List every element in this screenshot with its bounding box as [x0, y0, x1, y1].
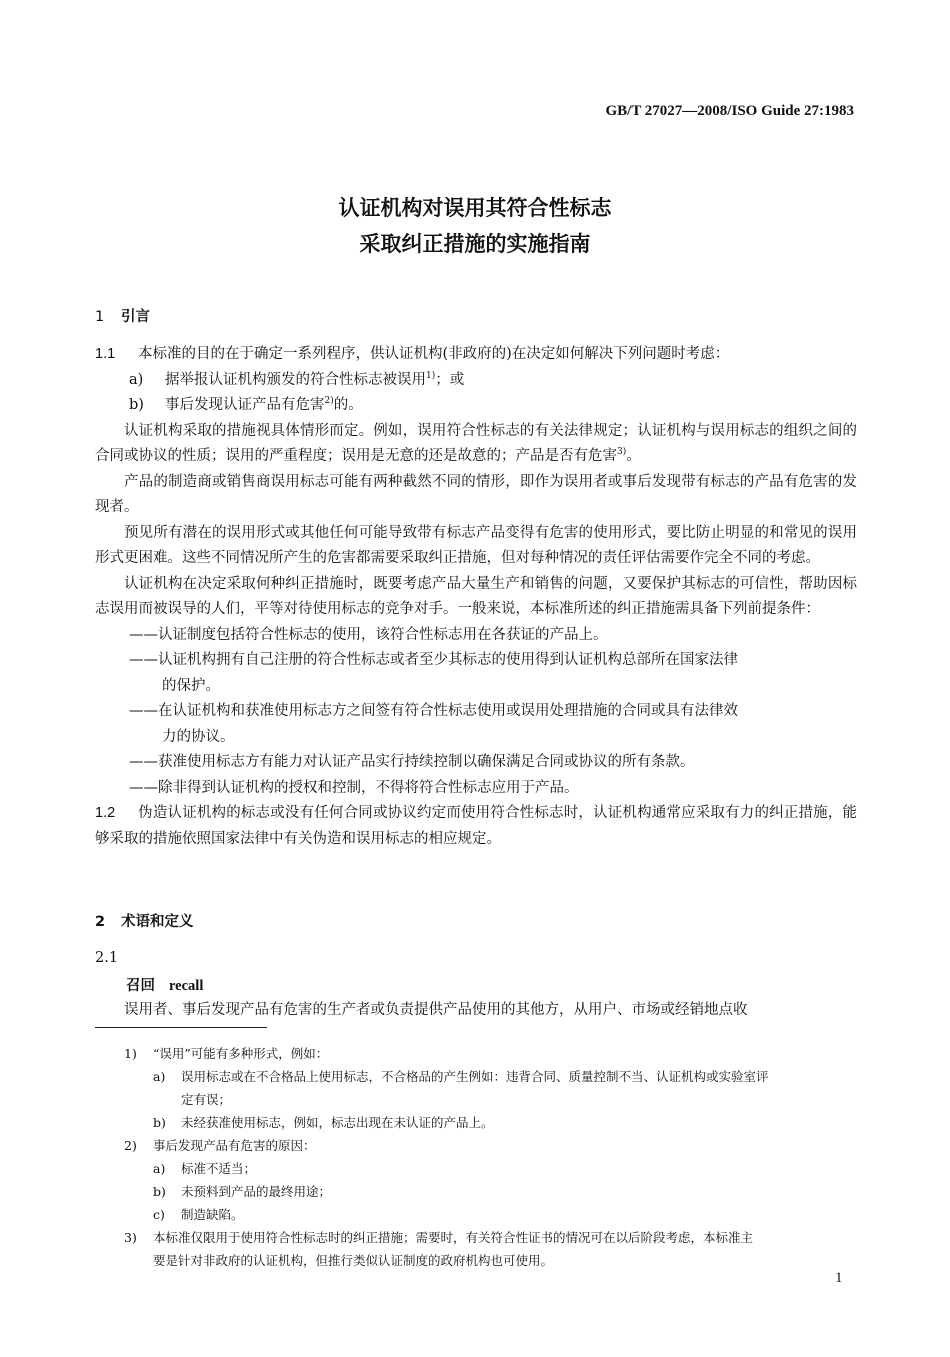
footnotes — [124, 1042, 860, 1272]
item-b-tail: 的。 — [333, 397, 363, 413]
footnote-1-a-text: 误用标志或在不合格品上使用标志，不合格品的产生例如：违背合同、质量控制不当、认证机构或实验室评 — [181, 1069, 769, 1084]
clause-1-1 — [95, 342, 857, 852]
list-item-a — [95, 368, 857, 394]
dash-item-5: ——除非得到认证机构的授权和控制，不得将符合性标志应用于产品。 — [129, 779, 579, 796]
footnote-1-a-label: a) — [153, 1069, 166, 1084]
footnote-1-a — [124, 1065, 860, 1088]
dash-item-3: ——在认证机构和获准使用标志方之间签有符合性标志使用或误用处理措施的合同或具有法律效 — [129, 703, 738, 719]
item-a-tail: ；或 — [435, 371, 465, 388]
dash-item-2: ——认证机构拥有自己注册的符合性标志或者至少其标志的使用得到认证机构总部所在国家法律 — [129, 652, 738, 668]
clause-1-1-number: 1.1 — [95, 346, 116, 362]
footnote-3-continued: 要是针对非政府的认证机构，但推行类似认证制度的政府机构也可使用。 — [153, 1253, 554, 1268]
clause-1-2 — [95, 801, 857, 852]
section-1-number: 1 — [95, 309, 105, 325]
item-a-label: a) — [129, 371, 144, 388]
footnote-2 — [124, 1134, 860, 1157]
footnote-1-b-label: b) — [153, 1115, 166, 1130]
item-b-text: 事后发现认证产品有危害 — [165, 397, 325, 413]
standard-code-header: GB/T 27027—2008/ISO Guide 27:1983 — [605, 103, 854, 119]
footnote-separator — [95, 1027, 267, 1028]
footnote-2-a — [124, 1157, 860, 1180]
clause-1-2-text: 伪造认证机构的标志或没有任何合同或协议约定而使用符合性标志时，认证机构通常应采取有力的纠正措施，能够采取的措施依照国家法律中有关伪造和误用标志的相应规定。 — [95, 805, 857, 847]
footnote-2-b-text: 未预料到产品的最终用途； — [181, 1184, 332, 1199]
footnote-3-number: 3) — [124, 1230, 137, 1245]
paragraph-1-tail: 。 — [626, 448, 641, 464]
section-1-title: 引言 — [121, 309, 150, 325]
dash-item-4: ——获准使用标志方有能力对认证产品实行持续控制以确保满足合同或协议的所有条款。 — [129, 754, 695, 770]
footnote-2-a-text: 标准不适当； — [181, 1161, 257, 1176]
dash-item-1: ——认证制度包括符合性标志的使用，该符合性标志用在各获证的产品上。 — [129, 626, 608, 643]
section-2-number: 2 — [95, 914, 106, 930]
paragraph-1 — [95, 419, 857, 470]
footnote-1-number: 1) — [124, 1046, 137, 1061]
dash-item-2-continued: 的保护。 — [162, 677, 220, 694]
term-chinese: 召回 — [126, 977, 155, 994]
clause-1-2-number: 1.2 — [95, 805, 116, 821]
paragraph-1-text: 认证机构采取的措施视具体情形而定。例如，误用符合性标志的有关法律规定；认证机构与误用标志的组织之间的合同或协议的性质；误用的严重程度；误用是无意的还是故意的；产品是否有危害 — [95, 422, 857, 464]
footnote-1-b — [124, 1111, 860, 1134]
term-definition: 误用者、事后发现产品有危害的生产者或负责提供产品使用的其他方，从用户、市场或经销地点收 — [124, 1002, 748, 1018]
page-number: 1 — [835, 1270, 843, 1286]
footnote-3-text: 本标准仅限用于使用符合性标志时的纠正措施；需要时，有关符合性证书的情况可在以后阶段考虑，本标准主 — [153, 1230, 754, 1245]
section-2-title: 术语和定义 — [121, 914, 194, 930]
footnote-2-b-label: b) — [153, 1184, 166, 1199]
term-recall — [126, 974, 203, 995]
list-item-b — [95, 393, 857, 419]
item-b-label: b) — [129, 397, 144, 413]
footnote-2-c-text: 制造缺陷。 — [181, 1207, 244, 1222]
footnote-ref-2: 2) — [324, 396, 334, 407]
section-1-heading — [95, 305, 150, 326]
footnote-2-a-label: a) — [153, 1161, 166, 1176]
footnote-2-b — [124, 1180, 860, 1203]
paragraph-4: 认证机构在决定采取何种纠正措施时，既要考虑产品大量生产和销售的问题，又要保护其标志的可信性，帮助因标志误用而被误导的人们，平等对待使用标志的竞争对手。一般来说，本标准所述的纠正措施需具备下列前提条件： — [95, 575, 857, 617]
footnote-2-c — [124, 1203, 860, 1226]
document-title — [0, 190, 950, 262]
footnote-ref-3: 3) — [617, 447, 627, 458]
footnote-1-a-continued: 定有误； — [181, 1092, 232, 1107]
term-english: recall — [169, 978, 204, 994]
footnote-1-b-text: 未经获准使用标志，例如，标志出现在未认证的产品上。 — [181, 1115, 494, 1130]
title-line-2: 采取纠正措施的实施指南 — [359, 232, 591, 256]
footnote-3 — [124, 1226, 860, 1249]
footnote-2-text: 事后发现产品有危害的原因： — [153, 1138, 316, 1153]
paragraph-2: 产品的制造商或销售商误用标志可能有两种截然不同的情形，即作为误用者或事后发现带有标志的产品有危害的发现者。 — [95, 473, 857, 515]
footnote-1 — [124, 1042, 860, 1065]
footnote-ref-1: 1) — [426, 370, 436, 381]
item-a-text: 据举报认证机构颁发的符合性标志被误用 — [165, 371, 426, 388]
clause-1-1-intro — [95, 342, 857, 368]
clause-1-1-text: 本标准的目的在于确定一系列程序，供认证机构(非政府的)在决定如何解决下列问题时考虑： — [138, 346, 730, 362]
clause-2-1-number: 2.1 — [95, 950, 119, 966]
section-2-heading — [95, 910, 194, 931]
title-line-1: 认证机构对误用其符合性标志 — [338, 196, 612, 220]
paragraph-3: 预见所有潜在的误用形式或其他任何可能导致带有标志产品变得有危害的使用形式，要比防止明显的和常见的误用形式更困难。这些不同情况所产生的危害都需要采取纠正措施，但对每种情况的责任评估需要作完全不同的考虑。 — [95, 524, 857, 566]
footnote-1-text: “误用”可能有多种形式，例如： — [153, 1046, 329, 1061]
dash-item-3-continued: 力的协议。 — [162, 728, 235, 745]
footnote-2-number: 2) — [124, 1138, 137, 1153]
footnote-2-c-label: c) — [153, 1207, 165, 1222]
